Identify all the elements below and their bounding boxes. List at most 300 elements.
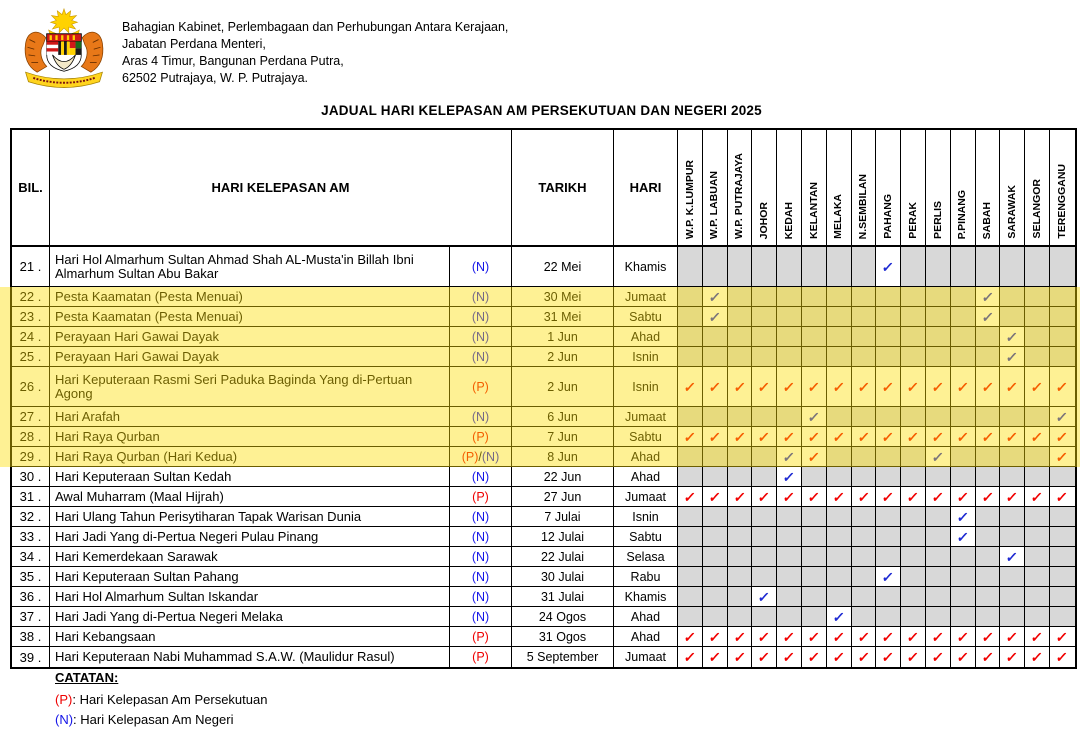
check-icon: ✓ — [1005, 649, 1020, 665]
state-check-cell — [926, 427, 951, 447]
state-check-cell — [802, 407, 827, 427]
state-check-cell — [1050, 487, 1075, 507]
check-icon: ✓ — [955, 628, 970, 645]
state-label: KEDAH — [782, 201, 795, 239]
check-icon: ✓ — [980, 308, 995, 325]
check-icon: ✓ — [732, 488, 747, 505]
tarikh-cell: 22 Mei — [512, 247, 614, 287]
check-icon: ✓ — [831, 428, 846, 445]
state-check-cell — [901, 347, 926, 367]
state-check-cell — [777, 487, 802, 507]
state-check-cell — [777, 467, 802, 487]
state-check-cell — [728, 247, 753, 287]
state-check-cell — [901, 487, 926, 507]
tarikh-cell: 1 Jun — [512, 327, 614, 347]
note-code-p: (P) — [55, 692, 73, 707]
check-icon: ✓ — [881, 649, 896, 665]
type-cell — [450, 447, 512, 467]
state-check-cell — [1025, 527, 1050, 547]
state-check-cell — [1025, 607, 1050, 627]
state-check-cell — [1050, 307, 1075, 327]
holiday-name-cell: Hari Jadi Yang di-Pertua Negeri Pulau Pinang — [50, 527, 450, 547]
type-cell — [450, 487, 512, 507]
state-check-cell — [802, 347, 827, 367]
state-check-cell — [876, 427, 901, 447]
check-icon: ✓ — [1055, 649, 1070, 665]
holiday-name-cell: Hari Raya Qurban (Hari Kedua) — [50, 447, 450, 467]
state-check-cell — [852, 307, 877, 327]
check-icon: ✓ — [1005, 488, 1020, 505]
state-check-cell — [901, 567, 926, 587]
state-check-cell — [678, 307, 703, 327]
state-check-cell — [1050, 647, 1075, 667]
state-check-cell — [876, 447, 901, 467]
check-icon: ✓ — [757, 488, 772, 505]
header-state-w-p-k-lumpur — [678, 130, 703, 247]
bil-cell: 30 . — [12, 467, 50, 487]
bil-cell: 21 . — [12, 247, 50, 287]
state-check-cell — [827, 407, 852, 427]
check-icon: ✓ — [1005, 328, 1020, 345]
type-code: (P) — [472, 650, 489, 664]
state-check-cell — [752, 607, 777, 627]
check-icon: ✓ — [757, 628, 772, 645]
note-code-n: (N) — [55, 712, 74, 727]
check-icon: ✓ — [806, 628, 821, 645]
check-icon: ✓ — [906, 628, 921, 645]
check-icon: ✓ — [757, 378, 772, 395]
state-check-cell — [1000, 507, 1025, 527]
holiday-name-cell: Hari Arafah — [50, 407, 450, 427]
check-icon: ✓ — [881, 428, 896, 445]
header-holiday: HARI KELEPASAN AM — [50, 130, 512, 247]
header-tarikh: TARIKH — [512, 130, 614, 247]
bil-cell: 38 . — [12, 627, 50, 647]
check-icon: ✓ — [732, 628, 747, 645]
check-icon: ✓ — [806, 488, 821, 505]
state-check-cell — [976, 587, 1001, 607]
state-check-cell — [1025, 567, 1050, 587]
hari-cell: Khamis — [614, 247, 678, 287]
hari-cell: Isnin — [614, 367, 678, 407]
state-check-cell — [951, 247, 976, 287]
bil-cell: 34 . — [12, 547, 50, 567]
state-check-cell — [876, 287, 901, 307]
type-code: (P) — [461, 449, 479, 464]
notes-heading: CATATAN: — [55, 670, 119, 685]
state-check-cell — [827, 507, 852, 527]
check-icon: ✓ — [881, 378, 896, 395]
state-check-cell — [852, 647, 877, 667]
hari-cell: Rabu — [614, 567, 678, 587]
state-check-cell — [901, 427, 926, 447]
state-check-cell — [752, 547, 777, 567]
state-check-cell — [777, 627, 802, 647]
state-check-cell — [951, 567, 976, 587]
check-icon: ✓ — [782, 649, 797, 665]
type-code: (N) — [471, 409, 490, 424]
state-check-cell — [752, 427, 777, 447]
state-check-cell — [951, 367, 976, 407]
state-check-cell — [827, 327, 852, 347]
check-icon: ✓ — [980, 288, 995, 305]
type-cell — [450, 307, 512, 327]
state-check-cell — [752, 407, 777, 427]
header-state-melaka — [827, 130, 852, 247]
state-check-cell — [728, 627, 753, 647]
holiday-name-cell: Pesta Kaamatan (Pesta Menuai) — [50, 307, 450, 327]
type-code: (N) — [471, 289, 490, 304]
check-icon: ✓ — [1030, 628, 1045, 645]
state-check-cell — [1025, 447, 1050, 467]
check-icon: ✓ — [831, 488, 846, 505]
state-check-cell — [926, 467, 951, 487]
state-check-cell — [802, 547, 827, 567]
check-icon: ✓ — [906, 378, 921, 395]
check-icon: ✓ — [682, 628, 697, 645]
state-check-cell — [852, 627, 877, 647]
check-icon: ✓ — [856, 649, 871, 665]
state-check-cell — [951, 527, 976, 547]
state-check-cell — [802, 527, 827, 547]
check-icon: ✓ — [757, 649, 772, 665]
state-check-cell — [926, 347, 951, 367]
check-icon: ✓ — [1055, 428, 1070, 445]
tarikh-cell: 22 Julai — [512, 547, 614, 567]
holiday-name-cell: Hari Keputeraan Sultan Kedah — [50, 467, 450, 487]
state-check-cell — [1050, 407, 1075, 427]
state-check-cell — [1025, 487, 1050, 507]
document-title: JADUAL HARI KELEPASAN AM PERSEKUTUAN DAN NEGERI 2025 — [321, 103, 762, 118]
state-check-cell — [777, 327, 802, 347]
check-icon: ✓ — [707, 488, 722, 505]
state-check-cell — [777, 287, 802, 307]
holiday-name-cell: Hari Keputeraan Sultan Pahang — [50, 567, 450, 587]
tarikh-cell: 7 Jun — [512, 427, 614, 447]
state-check-cell — [777, 507, 802, 527]
state-check-cell — [703, 527, 728, 547]
type-cell — [450, 327, 512, 347]
tarikh-cell: 30 Julai — [512, 567, 614, 587]
state-label: KELANTAN — [807, 182, 820, 239]
type-code: (N) — [471, 469, 490, 484]
state-check-cell — [976, 347, 1001, 367]
state-check-cell — [678, 547, 703, 567]
check-icon: ✓ — [782, 448, 797, 465]
state-check-cell — [1050, 367, 1075, 407]
check-icon: ✓ — [906, 649, 921, 665]
state-check-cell — [728, 367, 753, 407]
state-check-cell — [951, 487, 976, 507]
state-check-cell — [678, 607, 703, 627]
state-check-cell — [852, 247, 877, 287]
state-check-cell — [852, 567, 877, 587]
hari-cell: Ahad — [614, 327, 678, 347]
state-check-cell — [876, 567, 901, 587]
hari-cell: Selasa — [614, 547, 678, 567]
state-check-cell — [777, 587, 802, 607]
state-check-cell — [728, 407, 753, 427]
bil-cell: 33 . — [12, 527, 50, 547]
state-check-cell — [777, 447, 802, 467]
state-check-cell — [901, 647, 926, 667]
state-check-cell — [876, 467, 901, 487]
state-label: SABAH — [981, 201, 994, 239]
state-check-cell — [901, 367, 926, 407]
state-check-cell — [728, 647, 753, 667]
state-check-cell — [827, 287, 852, 307]
type-cell — [450, 287, 512, 307]
check-icon: ✓ — [707, 378, 722, 395]
state-check-cell — [926, 487, 951, 507]
check-icon: ✓ — [906, 428, 921, 445]
state-check-cell — [951, 467, 976, 487]
state-check-cell — [1050, 447, 1075, 467]
state-check-cell — [976, 287, 1001, 307]
state-check-cell — [703, 487, 728, 507]
state-check-cell — [752, 247, 777, 287]
state-check-cell — [777, 547, 802, 567]
holiday-name-cell: Hari Hol Almarhum Sultan Iskandar — [50, 587, 450, 607]
check-icon: ✓ — [782, 488, 797, 505]
tarikh-cell: 31 Julai — [512, 587, 614, 607]
state-check-cell — [876, 247, 901, 287]
state-check-cell — [802, 287, 827, 307]
state-check-cell — [852, 527, 877, 547]
state-check-cell — [951, 407, 976, 427]
state-check-cell — [802, 567, 827, 587]
check-icon: ✓ — [1055, 448, 1070, 465]
type-code: (N) — [471, 309, 490, 324]
check-icon: ✓ — [1005, 628, 1020, 645]
holiday-name-cell: Hari Ulang Tahun Perisytiharan Tapak Warisan Dunia — [50, 507, 450, 527]
type-code: (N) — [471, 609, 490, 624]
state-label: N.SEMBILAN — [857, 173, 870, 239]
state-check-cell — [852, 367, 877, 407]
state-check-cell — [827, 587, 852, 607]
check-icon: ✓ — [856, 628, 871, 645]
state-check-cell — [876, 607, 901, 627]
state-check-cell — [926, 247, 951, 287]
state-check-cell — [777, 307, 802, 327]
check-icon: ✓ — [806, 378, 821, 395]
state-check-cell — [678, 327, 703, 347]
state-check-cell — [852, 587, 877, 607]
header-state-perak — [901, 130, 926, 247]
tarikh-cell: 12 Julai — [512, 527, 614, 547]
state-check-cell — [901, 447, 926, 467]
state-check-cell — [802, 647, 827, 667]
state-check-cell — [876, 407, 901, 427]
check-icon: ✓ — [980, 649, 995, 665]
state-check-cell — [876, 507, 901, 527]
check-icon: ✓ — [930, 488, 945, 505]
type-code: (N) — [471, 509, 490, 524]
check-icon: ✓ — [806, 428, 821, 445]
check-icon: ✓ — [707, 628, 722, 645]
tarikh-cell: 7 Julai — [512, 507, 614, 527]
check-icon: ✓ — [831, 378, 846, 395]
type-cell — [450, 587, 512, 607]
state-check-cell — [951, 327, 976, 347]
state-check-cell — [926, 407, 951, 427]
state-check-cell — [951, 307, 976, 327]
check-icon: ✓ — [955, 378, 970, 395]
state-check-cell — [852, 327, 877, 347]
state-check-cell — [876, 327, 901, 347]
state-check-cell — [728, 447, 753, 467]
state-check-cell — [703, 567, 728, 587]
check-icon: ✓ — [707, 308, 722, 325]
check-icon: ✓ — [881, 258, 896, 275]
state-check-cell — [728, 607, 753, 627]
check-icon: ✓ — [955, 488, 970, 505]
check-icon: ✓ — [707, 288, 722, 305]
state-check-cell — [703, 607, 728, 627]
check-icon: ✓ — [782, 378, 797, 395]
state-check-cell — [728, 547, 753, 567]
note-text: : Hari Kelepasan Am Negeri — [73, 712, 234, 727]
holiday-name-cell: Perayaan Hari Gawai Dayak — [50, 327, 450, 347]
check-icon: ✓ — [980, 428, 995, 445]
state-check-cell — [1000, 647, 1025, 667]
bil-cell: 28 . — [12, 427, 50, 447]
header-state-w-p-putrajaya — [728, 130, 753, 247]
state-check-cell — [1000, 287, 1025, 307]
state-check-cell — [752, 487, 777, 507]
hari-cell: Ahad — [614, 447, 678, 467]
hari-cell: Ahad — [614, 627, 678, 647]
state-check-cell — [976, 507, 1001, 527]
type-cell — [450, 347, 512, 367]
state-label: SELANGOR — [1030, 179, 1043, 239]
check-icon: ✓ — [955, 649, 970, 665]
state-check-cell — [901, 607, 926, 627]
state-label: MELAKA — [832, 194, 845, 239]
letterhead-line: Aras 4 Timur, Bangunan Perdana Putra, — [122, 54, 344, 68]
hari-cell: Jumaat — [614, 647, 678, 667]
state-check-cell — [728, 467, 753, 487]
check-icon: ✓ — [1055, 628, 1070, 645]
state-check-cell — [827, 527, 852, 547]
state-check-cell — [703, 547, 728, 567]
state-check-cell — [802, 327, 827, 347]
type-code: (N) — [471, 569, 490, 584]
state-check-cell — [1000, 427, 1025, 447]
type-code: / — [478, 449, 482, 464]
state-check-cell — [1000, 487, 1025, 507]
state-check-cell — [951, 647, 976, 667]
holiday-name-cell: Hari Kebangsaan — [50, 627, 450, 647]
state-check-cell — [951, 547, 976, 567]
state-check-cell — [1025, 467, 1050, 487]
header-state-kelantan — [802, 130, 827, 247]
state-check-cell — [752, 527, 777, 547]
state-check-cell — [852, 507, 877, 527]
tarikh-cell: 8 Jun — [512, 447, 614, 467]
check-icon: ✓ — [831, 649, 846, 665]
state-check-cell — [852, 447, 877, 467]
header-state-kedah — [777, 130, 802, 247]
check-icon: ✓ — [856, 378, 871, 395]
state-check-cell — [1000, 327, 1025, 347]
check-icon: ✓ — [856, 488, 871, 505]
type-code: (P) — [472, 379, 489, 394]
state-check-cell — [976, 567, 1001, 587]
state-label: JOHOR — [758, 201, 771, 239]
state-check-cell — [777, 367, 802, 407]
state-check-cell — [901, 327, 926, 347]
state-check-cell — [703, 507, 728, 527]
check-icon: ✓ — [930, 378, 945, 395]
state-check-cell — [752, 507, 777, 527]
state-check-cell — [678, 247, 703, 287]
check-icon: ✓ — [732, 649, 747, 665]
state-label: PAHANG — [882, 194, 895, 239]
state-check-cell — [752, 647, 777, 667]
state-check-cell — [1025, 407, 1050, 427]
state-check-cell — [976, 307, 1001, 327]
tarikh-cell: 2 Jun — [512, 367, 614, 407]
state-check-cell — [678, 527, 703, 547]
check-icon: ✓ — [1030, 428, 1045, 445]
note-item — [55, 710, 267, 730]
notes — [55, 668, 267, 730]
check-icon: ✓ — [757, 428, 772, 445]
check-icon: ✓ — [1055, 408, 1070, 425]
state-check-cell — [1025, 547, 1050, 567]
check-icon: ✓ — [782, 628, 797, 645]
state-check-cell — [901, 247, 926, 287]
state-check-cell — [1000, 347, 1025, 367]
state-check-cell — [802, 247, 827, 287]
state-check-cell — [802, 367, 827, 407]
bil-cell: 35 . — [12, 567, 50, 587]
state-check-cell — [827, 467, 852, 487]
state-check-cell — [777, 567, 802, 587]
state-check-cell — [876, 307, 901, 327]
state-check-cell — [1000, 307, 1025, 327]
bil-cell: 31 . — [12, 487, 50, 507]
state-check-cell — [976, 647, 1001, 667]
type-code: (N) — [471, 549, 490, 564]
state-check-cell — [827, 627, 852, 647]
state-check-cell — [1050, 507, 1075, 527]
state-check-cell — [678, 367, 703, 407]
state-check-cell — [802, 307, 827, 327]
check-icon: ✓ — [1005, 378, 1020, 395]
check-icon: ✓ — [955, 428, 970, 445]
bil-cell: 37 . — [12, 607, 50, 627]
bil-cell: 39 . — [12, 647, 50, 667]
state-check-cell — [728, 347, 753, 367]
state-check-cell — [703, 407, 728, 427]
bil-cell: 25 . — [12, 347, 50, 367]
state-check-cell — [1000, 527, 1025, 547]
header-state-selangor — [1025, 130, 1050, 247]
check-icon: ✓ — [757, 588, 772, 605]
state-check-cell — [951, 447, 976, 467]
hari-cell: Jumaat — [614, 287, 678, 307]
header-state-sarawak — [1000, 130, 1025, 247]
state-label: SARAWAK — [1006, 185, 1018, 239]
state-check-cell — [678, 587, 703, 607]
type-cell — [450, 647, 512, 667]
check-icon: ✓ — [955, 528, 970, 545]
coat-of-arms-logo — [16, 5, 112, 101]
state-check-cell — [926, 307, 951, 327]
state-check-cell — [951, 627, 976, 647]
